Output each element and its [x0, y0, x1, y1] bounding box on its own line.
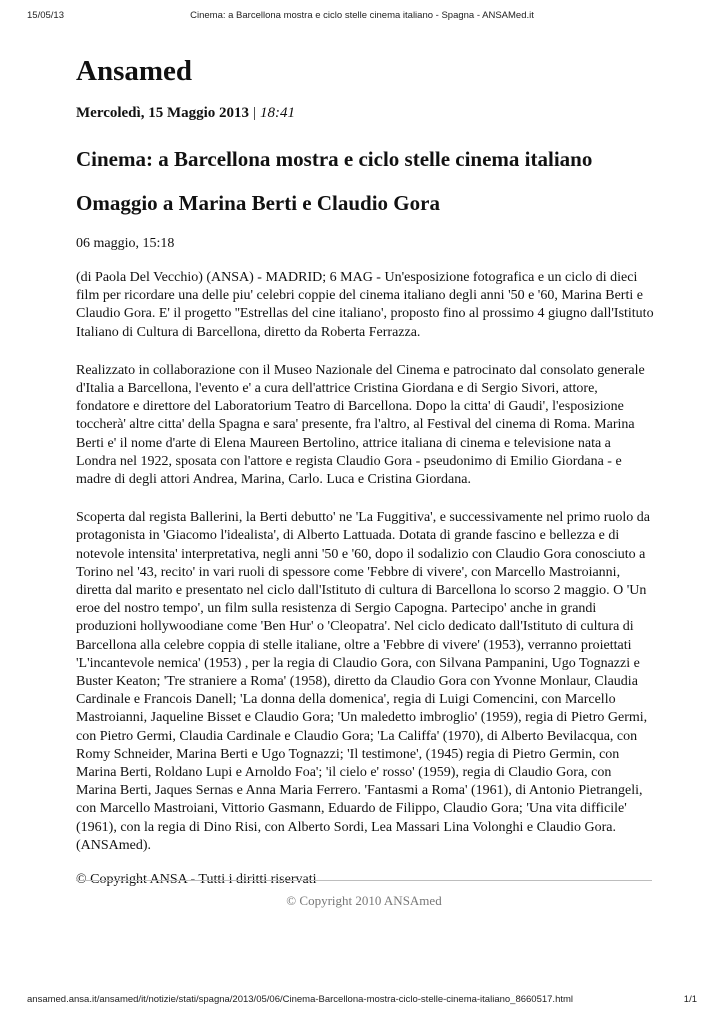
article-copyright: © Copyright ANSA - Tutti i diritti riservati [76, 872, 317, 888]
print-page-number: 1/1 [683, 994, 697, 1005]
site-title[interactable]: Ansamed [76, 55, 193, 87]
dateline [76, 103, 654, 123]
article-published-time: 06 maggio, 15:18 [76, 236, 175, 251]
print-url: ansamed.ansa.it/ansamed/it/notizie/stati/spagna/2013/05/06/Cinema-Barcellona-mostra-ciclo-stelle-cinema-italiano_8660517.html [27, 994, 574, 1005]
dateline-separator: | [253, 105, 257, 121]
print-header [27, 10, 697, 24]
article-subheadline: Omaggio a Marina Berti e Claudio Gora [76, 191, 440, 215]
site-copyright: © Copyright 2010 ANSAmed [286, 893, 442, 908]
print-date: 15/05/13 [27, 10, 64, 21]
article-paragraph: Scoperta dal regista Ballerini, la Berti debutto' ne 'La Fuggitiva', e successivamente nel primo ruolo da protagonista in 'Giacomo l'idealista', di Alberto Lattuada. Dotata di grande fascino e bellezza e di notevole intensita' interpretativa, negli anni '50 e '60, dopo il sodalizio con Claudio Gora conosciuto a Torino nel '43, recito' in vari ruoli di spessore come 'Febbre di vivere', con Marcello Mastroianni, diretta dal marito e presentato nel ciclo dall'Istituto di cultura di Barcellona lo scorso 2 maggio. O 'Un eroe del nostro tempo', un film sulla resistenza di Sergio Capogna. Partecipo' anche in grandi produzioni hollywoodiane come 'Ben Hur' o 'Cleopatra'. Nel ciclo dedicato dall'Istituto di cultura di Barcellona alla celebre coppia di stelle italiane, oltre a 'Febbre di vivere' (1953), verranno proiettati 'L'incantevole nemica' (1953) , per la regia di Claudio Gora, con Silvana Pampanini, Ugo Tognazzi e Buster Keaton; 'Tre straniere a Roma' (1958), diretto da Claudio Gora con Yvonne Monlaur, Claudia Cardinale e Francois Danell; 'La donna della domenica', regia di Luigi Comencini, con Marcello Mastroianni, Jaqueline Bisset e Claudio Gora; 'Un maledetto imbroglio' (1959), regia di Pietro Germi, con Pietro Germi, Claudia Cardinale e Claudio Gora; 'La Califfa' (1970), di Alberto Bevilacqua, con Romy Schneider, Marina Berti e Ugo Tognazzi; 'Il testimone', (1945) regia di Pietro Germin, con Marina Berti, Roldano Lupi e Arnoldo Foa'; 'il cielo e' rosso' (1959), regia di Claudio Gora, con Marina Berti, Jaques Sernas e Anna Maria Ferrero. 'Fantasmi a Roma' (1961), di Antonio Pietrangeli, con Marcello Mastroiani, Vittorio Gasmann, Eduardo de Filippo, Claudio Gora; 'Una vita difficile' (1961), con la regia di Dino Risi, con Alberto Sordi, Lea Massari Lina Volonghi e Claudio Gora. (ANSAmed). [76, 510, 651, 853]
print-page-title: Cinema: a Barcellona mostra e ciclo stelle cinema italiano - Spagna - ANSAMed.it [190, 10, 534, 21]
dateline-date: Mercoledì, 15 Maggio 2013 [76, 105, 250, 121]
footer-divider [76, 880, 652, 881]
print-footer [27, 994, 697, 1008]
article-body [76, 269, 654, 855]
article-paragraph: Realizzato in collaborazione con il Museo Nazionale del Cinema e patrocinato dal consolato generale d'Italia a Barcellona, l'evento e' a cura dell'attrice Cristina Giordana e di Sergio Sivori, attore, fondatore e direttore del Laboratorium Teatro di Barcellona. Dopo la citta' di Gaudi', l'esposizione toccherà' altre citta' della Spagna e sara' presente, fra l'altro, al Festival del cinema di Roma. Marina Berti e' il nome d'arte di Elena Maureen Bertolino, attrice italiana di cinema e televisione nata a Londra nel 1922, sposata con l'attore e regista Claudio Gora - pseudonimo di Emilio Giordana - e madre di degli attori Andrea, Marina, Carlo. Luca e Cristina Giordana. [76, 362, 645, 488]
page-content [76, 52, 654, 890]
article-headline: Cinema: a Barcellona mostra e ciclo stelle cinema italiano [76, 147, 593, 171]
dateline-time: 18:41 [260, 105, 296, 121]
article-paragraph: (di Paola Del Vecchio) (ANSA) - MADRID; 6 MAG - Un'esposizione fotografica e un ciclo di dieci film per ricordare una delle piu' celebri coppie del cinema italiano degli anni '50 e '60, Marina Berti e Claudio Gora. E' il progetto ''Estrellas del cine italiano', proposto fino al prossimo 4 giugno dall'Istituto Italiano di Cultura di Barcellona, diretto da Roberta Ferrazza. [76, 270, 654, 340]
